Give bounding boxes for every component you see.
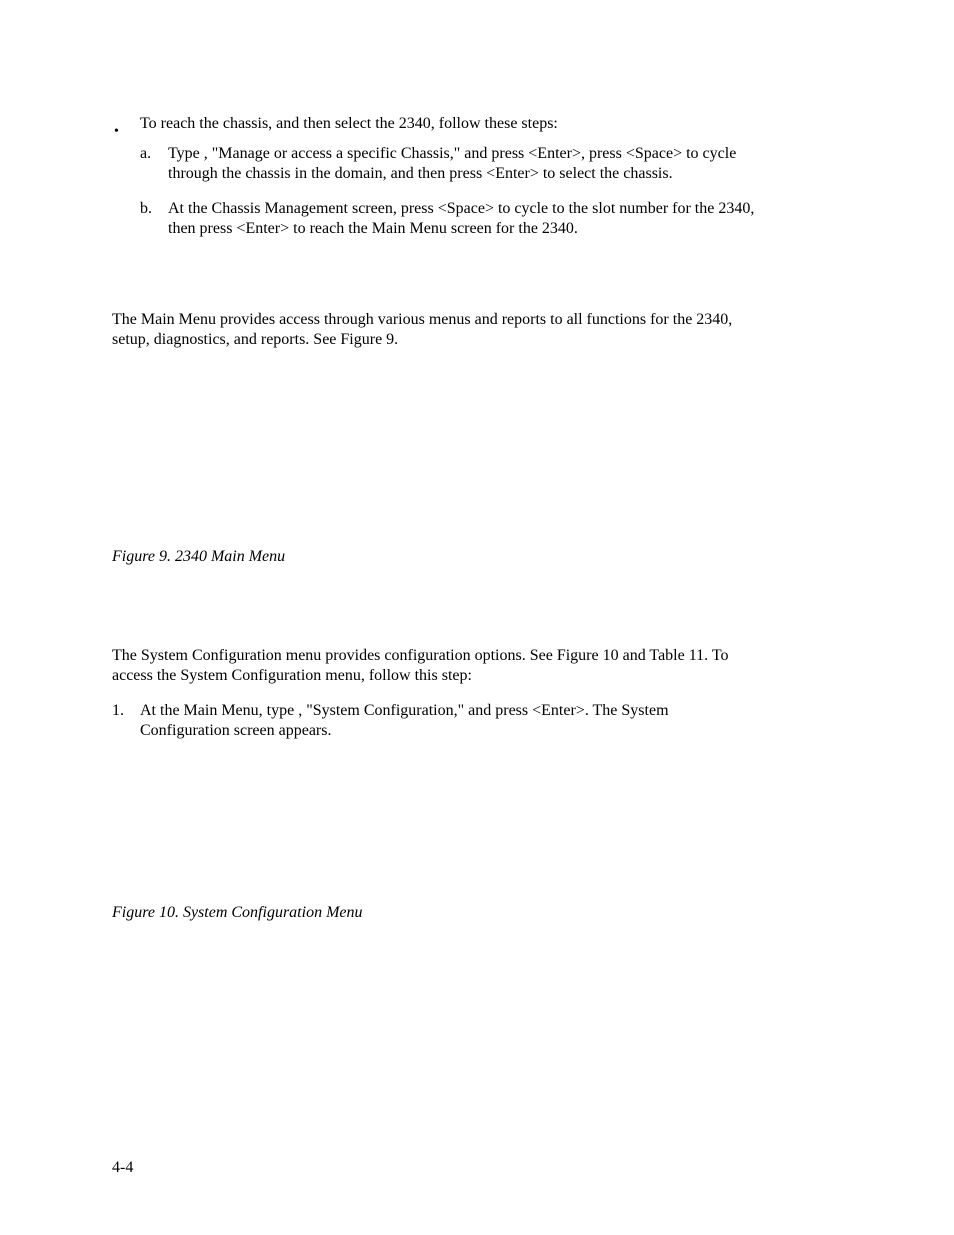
step-b-text	[168, 199, 754, 239]
step-a-line-2: through the chassis in the domain, and then press <Enter> to select the chassis.	[168, 165, 673, 182]
figure-10-caption: Figure 10. System Configuration Menu	[112, 904, 363, 921]
main-menu-line-2: setup, diagnostics, and reports. See Figure 9.	[112, 331, 399, 348]
page-number: 4-4	[112, 1159, 134, 1176]
step-a-line-1: Type , "Manage or access a specific Chassis," and press <Enter>, press <Space> to cycle	[168, 145, 737, 162]
sysconfig-paragraph	[112, 646, 728, 686]
step-a-marker: a.	[140, 145, 152, 162]
step-1-line-1: At the Main Menu, type , "System Configuration," and press <Enter>. The System	[140, 702, 669, 719]
main-menu-line-1: The Main Menu provides access through various menus and reports to all functions for the 2340,	[112, 311, 733, 328]
step-1-line-2: Configuration screen appears.	[140, 722, 332, 739]
step-b-line-1: At the Chassis Management screen, press <Space> to cycle to the slot number for the 2340,	[168, 200, 755, 217]
main-menu-paragraph	[112, 310, 732, 350]
bullet-symbol: •	[114, 124, 119, 139]
sysconfig-line-2: access the System Configuration menu, follow this step:	[112, 667, 472, 684]
step-1-text	[140, 701, 669, 741]
step-1-marker: 1.	[112, 702, 124, 719]
step-b-marker: b.	[140, 200, 152, 217]
bullet-text: To reach the chassis, and then select the 2340, follow these steps:	[140, 115, 558, 132]
sysconfig-line-1: The System Configuration menu provides configuration options. See Figure 10 and Table 11. To	[112, 647, 729, 664]
figure-9-caption: Figure 9. 2340 Main Menu	[112, 548, 286, 565]
step-a-text	[168, 144, 736, 184]
step-b-line-2: then press <Enter> to reach the Main Menu screen for the 2340.	[168, 220, 578, 237]
